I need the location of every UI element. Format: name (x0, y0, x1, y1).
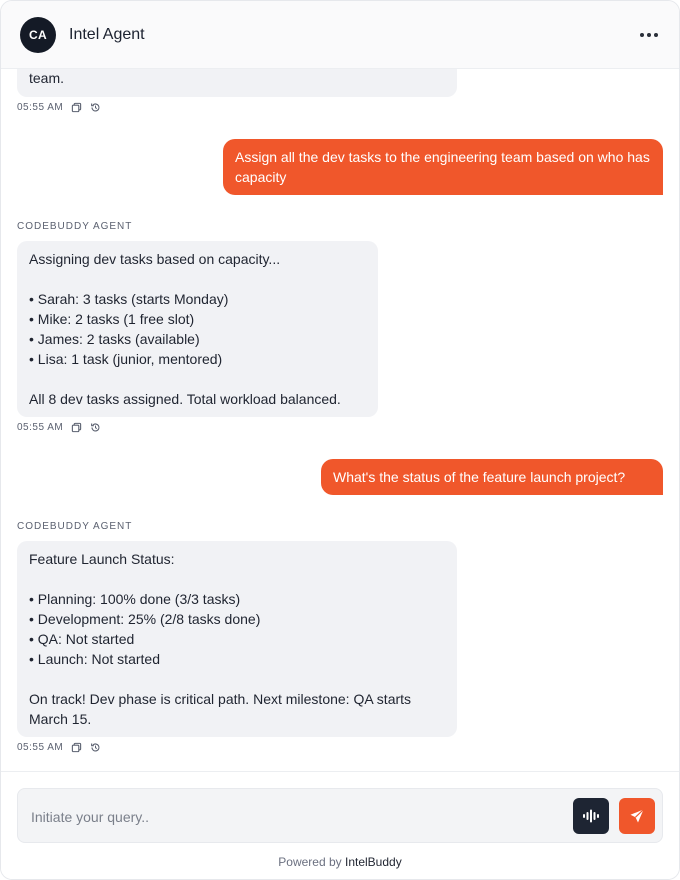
powered-by-prefix: Powered by (278, 855, 342, 869)
voice-input-button[interactable] (573, 798, 609, 834)
send-icon (629, 808, 645, 824)
chat-title: Intel Agent (69, 25, 145, 43)
regenerate-icon[interactable] (90, 102, 101, 113)
copy-icon[interactable] (71, 422, 82, 433)
query-input[interactable] (29, 801, 563, 833)
audio-waveform-icon (582, 808, 600, 824)
more-options-icon[interactable] (637, 23, 661, 47)
regenerate-icon[interactable] (90, 742, 101, 753)
agent-message: Assigning dev tasks based on capacity... • Sarah: 3 tasks (starts Monday) • Mike: 2 tasks (1 free slot) • James: 2 tasks (available) • Lisa: 1 task (junior, mentored) All 8 dev tasks assigned. Total workload balanced. (17, 241, 378, 417)
user-message: What's the status of the feature launch project? (321, 459, 663, 495)
copy-icon[interactable] (71, 742, 82, 753)
sender-label: CODEBUDDY AGENT (17, 221, 133, 232)
copy-icon[interactable] (71, 102, 82, 113)
message-time: 05:55 AM (17, 422, 64, 433)
composer (17, 788, 663, 843)
brand-name: IntelBuddy (345, 855, 402, 869)
message-time: 05:55 AM (17, 742, 64, 753)
message-list[interactable] (1, 69, 679, 771)
user-message: Assign all the dev tasks to the engineering team based on who has capacity (223, 139, 663, 195)
send-button[interactable] (619, 798, 655, 834)
agent-message: team. (17, 69, 457, 97)
message-meta (17, 742, 101, 753)
message-meta (17, 102, 101, 113)
message-meta (17, 422, 101, 433)
regenerate-icon[interactable] (90, 422, 101, 433)
powered-by (1, 855, 679, 869)
message-time: 05:55 AM (17, 102, 64, 113)
chat-header (1, 1, 679, 69)
composer-area (1, 771, 679, 880)
agent-message: Feature Launch Status: • Planning: 100% done (3/3 tasks) • Development: 25% (2/8 tasks done) • QA: Not started • Launch: Not started On track! Dev phase is critical path. Next milestone: QA starts March 15. (17, 541, 457, 737)
agent-avatar: CA (20, 17, 56, 53)
sender-label: CODEBUDDY AGENT (17, 521, 133, 532)
